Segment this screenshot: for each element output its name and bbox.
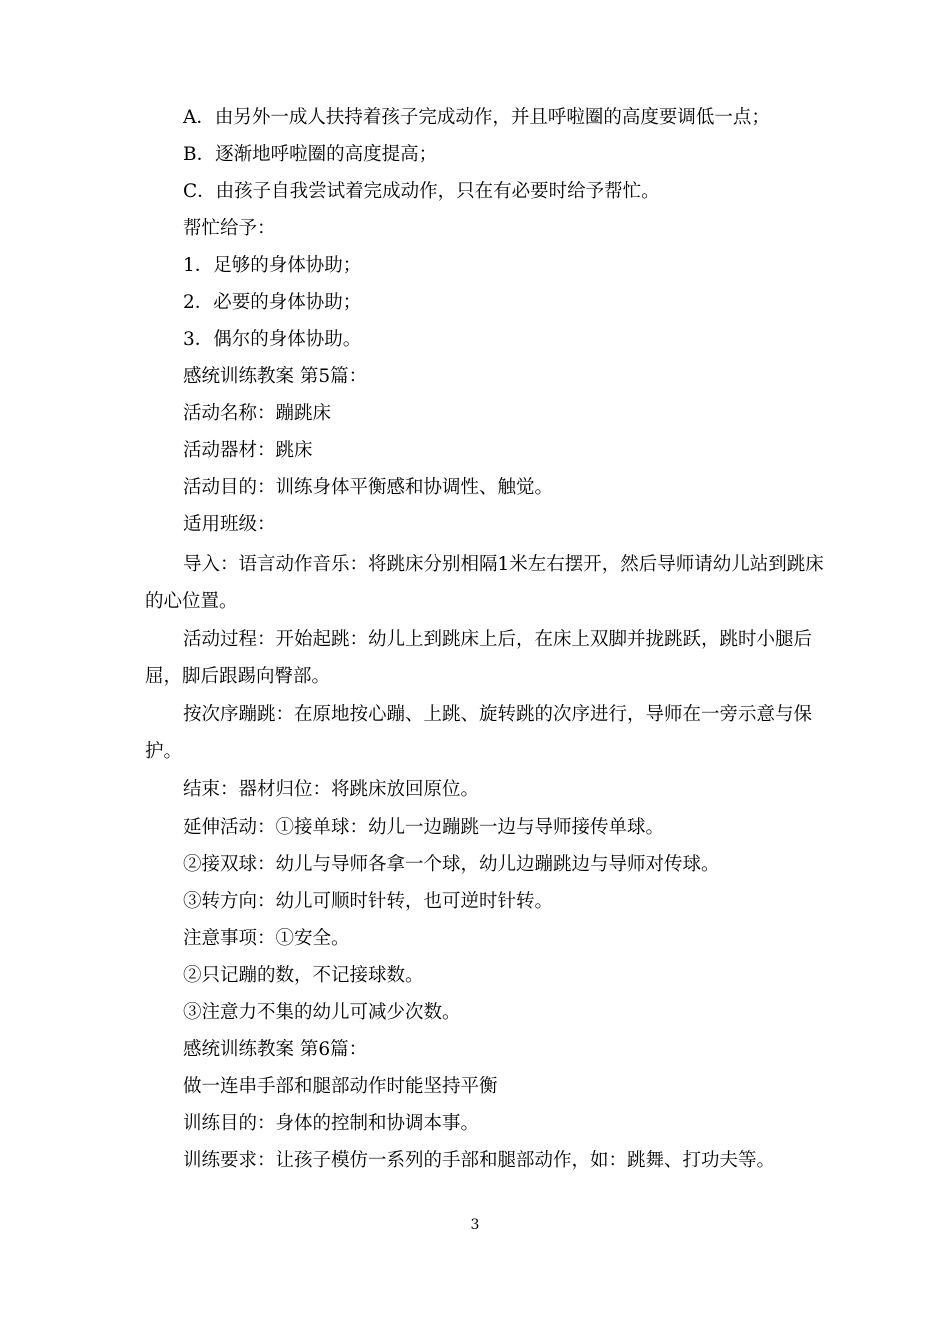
text-paragraph: 导入：语言动作音乐：将跳床分别相隔1米左右摆开，然后导师请幼儿站到跳床的心位置。 [145, 554, 824, 612]
text-paragraph: C．由孩子自我尝试着完成动作，只在有必要时给予帮忙。 [183, 181, 660, 202]
text-paragraph: 结束：器材归位：将跳床放回原位。 [183, 779, 480, 800]
list-item: 1．足够的身体协助； [183, 255, 362, 276]
list-item: 2．必要的身体协助； [183, 292, 362, 313]
text-paragraph: 做一连串手部和腿部动作时能坚持平衡 [183, 1076, 498, 1097]
text-paragraph: 按次序蹦跳：在原地按心蹦、上跳、旋转跳的次序进行，导师在一旁示意与保护。 [145, 704, 813, 762]
text-paragraph: A．由另外一成人扶持着孩子完成动作，并且呼啦圈的高度要调低一点； [183, 107, 770, 128]
text-paragraph: 活动名称：蹦跳床 [183, 403, 332, 424]
text-paragraph: 注意事项：①安全。 [183, 928, 350, 949]
text-paragraph: B．逐渐地呼啦圈的高度提高； [183, 144, 438, 165]
text-paragraph: 训练目的：身体的控制和协调本事。 [183, 1113, 480, 1134]
section-heading: 感统训练教案 第6篇： [183, 1039, 368, 1060]
text-paragraph: 延伸活动：①接单球：幼儿一边蹦跳一边与导师接传单球。 [183, 817, 665, 838]
text-paragraph: ②只记蹦的数，不记接球数。 [183, 965, 424, 986]
list-item: 3．偶尔的身体协助。 [183, 329, 362, 350]
text-paragraph: 适用班级： [183, 514, 276, 535]
text-paragraph: 活动器材：跳床 [183, 440, 313, 461]
text-paragraph: 活动目的：训练身体平衡感和协调性、触觉。 [183, 477, 554, 498]
text-paragraph: ③转方向：幼儿可顺时针转，也可逆时针转。 [183, 891, 554, 912]
text-paragraph: ②接双球：幼儿与导师各拿一个球，幼儿边蹦跳边与导师对传球。 [183, 854, 720, 875]
text-paragraph: 活动过程：开始起跳：幼儿上到跳床上后，在床上双脚并拢跳跃，跳时小腿后屈，脚后跟踢向臀部。 [145, 629, 813, 687]
text-paragraph: 帮忙给予： [183, 218, 276, 239]
text-paragraph: 训练要求：让孩子模仿一系列的手部和腿部动作，如：跳舞、打功夫等。 [183, 1150, 776, 1171]
text-paragraph: ③注意力不集的幼儿可减少次数。 [183, 1002, 461, 1023]
page-number: 3 [470, 1217, 480, 1233]
section-heading: 感统训练教案 第5篇： [183, 366, 368, 387]
